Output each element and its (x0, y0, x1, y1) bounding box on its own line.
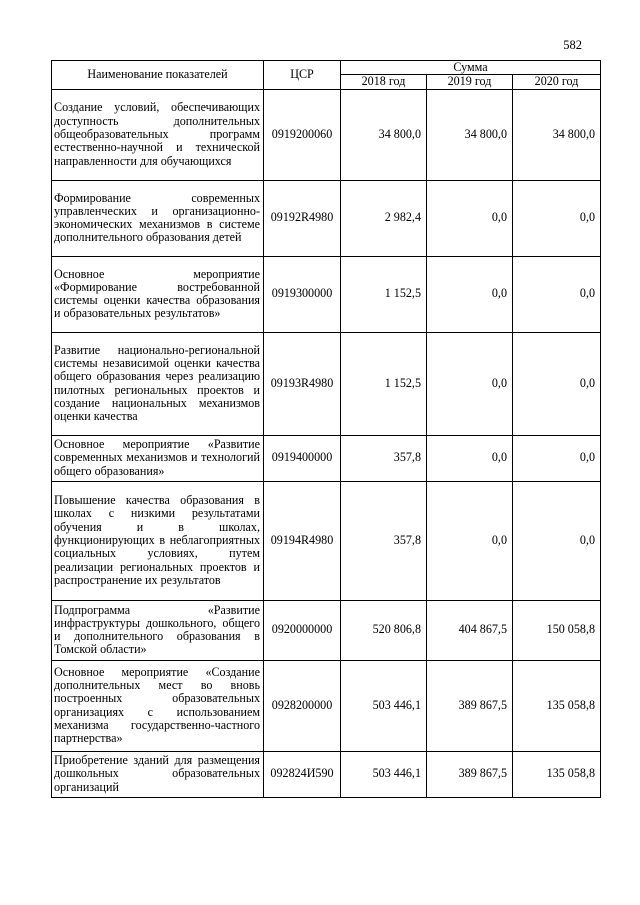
row-code: 092824И590 (264, 751, 341, 797)
row-value-2020: 150 058,8 (513, 600, 601, 660)
row-value-2020: 0,0 (513, 256, 601, 332)
row-value-2020: 0,0 (513, 481, 601, 600)
row-value-2019: 0,0 (427, 332, 513, 435)
table-row (52, 481, 601, 600)
table-row (52, 256, 601, 332)
row-value-2018: 2 982,4 (341, 180, 427, 256)
header-code: ЦСР (264, 61, 341, 90)
header-name: Наименование показателей (52, 61, 264, 90)
row-code: 0919300000 (264, 256, 341, 332)
row-value-2020: 34 800,0 (513, 89, 601, 180)
row-value-2018: 503 446,1 (341, 660, 427, 751)
header-year-2019: 2019 год (427, 75, 513, 89)
header-year-2018: 2018 год (341, 75, 427, 89)
row-value-2019: 389 867,5 (427, 660, 513, 751)
row-code: 0928200000 (264, 660, 341, 751)
row-value-2020: 135 058,8 (513, 751, 601, 797)
row-value-2020: 0,0 (513, 180, 601, 256)
row-value-2018: 1 152,5 (341, 256, 427, 332)
row-value-2020: 0,0 (513, 332, 601, 435)
row-value-2018: 1 152,5 (341, 332, 427, 435)
header-sum: Сумма (341, 61, 601, 75)
table-row (52, 332, 601, 435)
row-value-2020: 0,0 (513, 435, 601, 481)
row-code: 09192R4980 (264, 180, 341, 256)
header-year-2020: 2020 год (513, 75, 601, 89)
row-code: 09194R4980 (264, 481, 341, 600)
row-code: 09193R4980 (264, 332, 341, 435)
row-name: Основное мероприятие «Развитие современных механизмов и технологий общего образования» (52, 435, 264, 481)
row-name: Создание условий, обеспечивающих доступность дополнительных общеобразовательных программ естественно-научной и технической направленности для обучающихся (52, 89, 264, 180)
table-row (52, 180, 601, 256)
row-name: Повышение качества образования в школах с низкими результатами обучения и в школах, функционирующих в неблагоприятных социальных условиях, путем реализации региональных проектов и распространение их результатов (52, 481, 264, 600)
table-row (52, 600, 601, 660)
row-name: Развитие национально-региональной системы независимой оценки качества общего образования через реализацию пилотных региональных проектов и создание национальных механизмов оценки качества (52, 332, 264, 435)
row-value-2018: 34 800,0 (341, 89, 427, 180)
row-name: Основное мероприятие «Формирование востребованной системы оценки качества образования и образовательных результатов» (52, 256, 264, 332)
row-value-2018: 503 446,1 (341, 751, 427, 797)
table-row (52, 660, 601, 751)
table-row (52, 751, 601, 797)
row-name: Основное мероприятие «Создание дополнительных мест во вновь построенных образовательных организациях с использованием механизма государственно-частного партнерства» (52, 660, 264, 751)
row-value-2019: 404 867,5 (427, 600, 513, 660)
row-value-2019: 34 800,0 (427, 89, 513, 180)
row-value-2018: 520 806,8 (341, 600, 427, 660)
budget-table (51, 60, 601, 798)
table-row (52, 89, 601, 180)
row-code: 0919200060 (264, 89, 341, 180)
row-value-2019: 0,0 (427, 481, 513, 600)
row-value-2019: 389 867,5 (427, 751, 513, 797)
row-value-2018: 357,8 (341, 481, 427, 600)
page-number: 582 (563, 38, 582, 52)
row-value-2018: 357,8 (341, 435, 427, 481)
row-value-2019: 0,0 (427, 180, 513, 256)
row-value-2020: 135 058,8 (513, 660, 601, 751)
row-name: Приобретение зданий для размещения дошкольных образовательных организаций (52, 751, 264, 797)
row-code: 0919400000 (264, 435, 341, 481)
row-name: Формирование современных управленческих и организационно-экономических механизмов в системе дополнительного образования детей (52, 180, 264, 256)
row-code: 0920000000 (264, 600, 341, 660)
row-name: Подпрограмма «Развитие инфраструктуры дошкольного, общего и дополнительного образования в Томской области» (52, 600, 264, 660)
row-value-2019: 0,0 (427, 256, 513, 332)
table-row (52, 435, 601, 481)
row-value-2019: 0,0 (427, 435, 513, 481)
